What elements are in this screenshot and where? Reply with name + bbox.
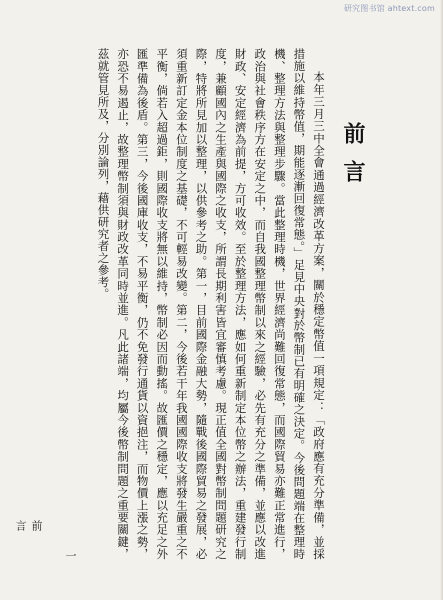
page-heading: 前言 (340, 122, 366, 198)
page-number: 一 (64, 550, 77, 561)
footer-label: 前言 (14, 520, 43, 531)
body-text: 本年三月三中全會通過經濟改革方案，關於穩定幣值一項規定：「政府應有充分準備，並採措施以維持幣值，期能逐漸回復常態。」足見中央對於幣制已有明確之決定。今後問題端在整理時機、整理方法與整理步驟。當此整理時機，世界經濟尚難回復常態，而國際貿易亦難正常進行，政治與社會秩序方在安定之中，而自我國整理幣制以來之經驗，必先有充分之準備，並應以改進財政、安定經濟為前提，方可收效。至於整理方法，應如何重新制定本位幣之辦法，重建發行制度，兼顧國內之生產與國際之收支，所謂長期利害皆宜審慎考慮。現正值全國對幣制問題研究之際，特將所見加以整理，以供參考之助。第一，目前國際金融大勢，隨戰後國際貿易之發展，必須重新訂定金本位制度之基礎，不可輕易改變。第二，今後若干年我國國際收支將發生嚴重之不平衡，倘若入超過鉅，則國際收支將無以維持，幣制必因而動搖。故匯價之穩定，應以充足之外匯準備為後盾。第三，今後國庫收支，不易平衡，仍不免發行通貨以資挹注，而物價上漲之勢，亦恐不易遏止，故整理幣制須與財政改革同時並進。凡此諸端，均屬今後幣制問題之重要關鍵，茲就管見所及，分別論列，藉供研究者之參考。 (96, 48, 326, 560)
watermark: 研究图书馆 ahtext.com (343, 4, 435, 13)
